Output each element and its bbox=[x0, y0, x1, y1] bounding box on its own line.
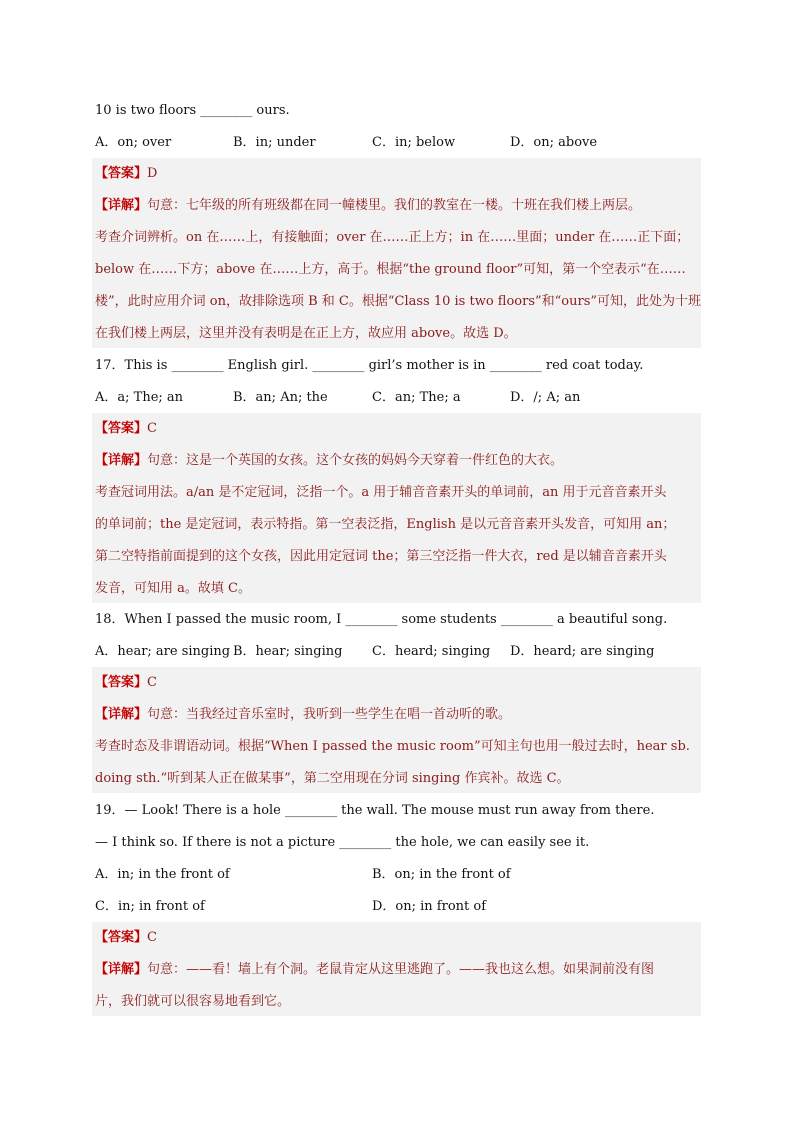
option-a: A．hear; are singing bbox=[95, 644, 231, 659]
detail-line bbox=[95, 706, 511, 724]
option-d: D．on; above bbox=[510, 135, 598, 150]
detail-line: 在我们楼上两层，这里并没有表明是在正上方，故应用 above。故选 D。 bbox=[95, 326, 517, 341]
detail-tag: 【详解】 bbox=[95, 962, 148, 977]
detail-line bbox=[95, 961, 654, 979]
detail-text: 句意：——看！墙上有个洞。老鼠肯定从这里逃跑了。——我也这么想。如果洞前没有图 bbox=[147, 962, 655, 977]
option-b: B．in; under bbox=[233, 135, 316, 150]
detail-line: 楼”，此时应用介词 on，故排除选项 B 和 C。根据“Class 10 is two floors”和“ours”可知，此处为十班 bbox=[95, 294, 702, 309]
answer-value: C bbox=[147, 675, 157, 690]
option-d: D．/; A; an bbox=[510, 390, 581, 405]
answer-line bbox=[95, 420, 157, 438]
detail-line: 的单词前；the 是定冠词，表示特指。第一空表泛指，English 是以元音音素开头发音，可知用 an； bbox=[95, 517, 676, 532]
option-a: A．on; over bbox=[95, 135, 172, 150]
detail-line bbox=[95, 197, 641, 215]
detail-line bbox=[95, 452, 563, 470]
option-c: C．in; in front of bbox=[95, 899, 205, 914]
detail-line: 考查介词辨析。on 在……上，有接触面；over 在……正上方；in 在……里面；under 在……正下面； bbox=[95, 230, 690, 245]
option-c: C．heard; singing bbox=[372, 644, 491, 659]
detail-text: 句意：当我经过音乐室时，我听到一些学生在唱一首动听的歌。 bbox=[147, 707, 512, 722]
detail-text: 句意：这是一个英国的女孩。这个女孩的妈妈今天穿着一件红色的大衣。 bbox=[147, 453, 564, 468]
option-c: C．an; The; a bbox=[372, 390, 461, 405]
answer-box bbox=[92, 413, 701, 603]
answer-value: D bbox=[147, 166, 158, 181]
option-d: D．on; in front of bbox=[372, 899, 487, 914]
answer-box bbox=[92, 158, 701, 348]
question-stem: 18．When I passed the music room, I ________ some students ________ a beautiful song. bbox=[95, 612, 668, 627]
detail-tag: 【详解】 bbox=[95, 707, 148, 722]
detail-line: 发音，可知用 a。故填 C。 bbox=[95, 581, 251, 596]
answer-line bbox=[95, 929, 157, 947]
detail-line: below 在……下方；above 在……上方，高于。根据“the ground floor”可知，第一个空表示“在…… bbox=[95, 262, 686, 277]
answer-line bbox=[95, 674, 157, 692]
question-stem: 10 is two floors ________ ours. bbox=[95, 103, 290, 118]
answer-value: C bbox=[147, 930, 157, 945]
detail-line: 考查时态及非谓语动词。根据“When I passed the music room”可知主句也用一般过去时，hear sb. bbox=[95, 739, 690, 754]
answer-tag: 【答案】 bbox=[95, 166, 148, 181]
detail-tag: 【详解】 bbox=[95, 198, 148, 213]
option-a: A．a; The; an bbox=[95, 390, 184, 405]
question-stem-reply: — I think so. If there is not a picture ________ the hole, we can easily see it. bbox=[95, 835, 590, 850]
detail-line: 考查冠词用法。a/an 是不定冠词，泛指一个。a 用于辅音音素开头的单词前，an 用于元音音素开头 bbox=[95, 485, 667, 500]
detail-line: 片，我们就可以很容易地看到它。 bbox=[95, 994, 291, 1009]
answer-value: C bbox=[147, 421, 157, 436]
option-b: B．on; in the front of bbox=[372, 867, 511, 882]
detail-tag: 【详解】 bbox=[95, 453, 148, 468]
answer-tag: 【答案】 bbox=[95, 675, 148, 690]
answer-tag: 【答案】 bbox=[95, 421, 148, 436]
detail-text: 句意：七年级的所有班级都在同一幢楼里。我们的教室在一楼。十班在我们楼上两层。 bbox=[147, 198, 642, 213]
question-stem: 17．This is ________ English girl. ________ girl’s mother is in ________ red coat today. bbox=[95, 358, 644, 373]
answer-line bbox=[95, 165, 157, 183]
question-stem: 19．— Look! There is a hole ________ the wall. The mouse must run away from there. bbox=[95, 803, 655, 818]
option-d: D．heard; are singing bbox=[510, 644, 655, 659]
detail-line: 第二空特指前面提到的这个女孩，因此用定冠词 the；第三空泛指一件大衣，red 是以辅音音素开头 bbox=[95, 549, 667, 564]
option-b: B．an; An; the bbox=[233, 390, 328, 405]
answer-tag: 【答案】 bbox=[95, 930, 148, 945]
detail-line: doing sth.“听到某人正在做某事”，第二空用现在分词 singing 作宾补。故选 C。 bbox=[95, 771, 570, 786]
option-b: B．hear; singing bbox=[233, 644, 343, 659]
option-c: C．in; below bbox=[372, 135, 456, 150]
option-a: A．in; in the front of bbox=[95, 867, 230, 882]
